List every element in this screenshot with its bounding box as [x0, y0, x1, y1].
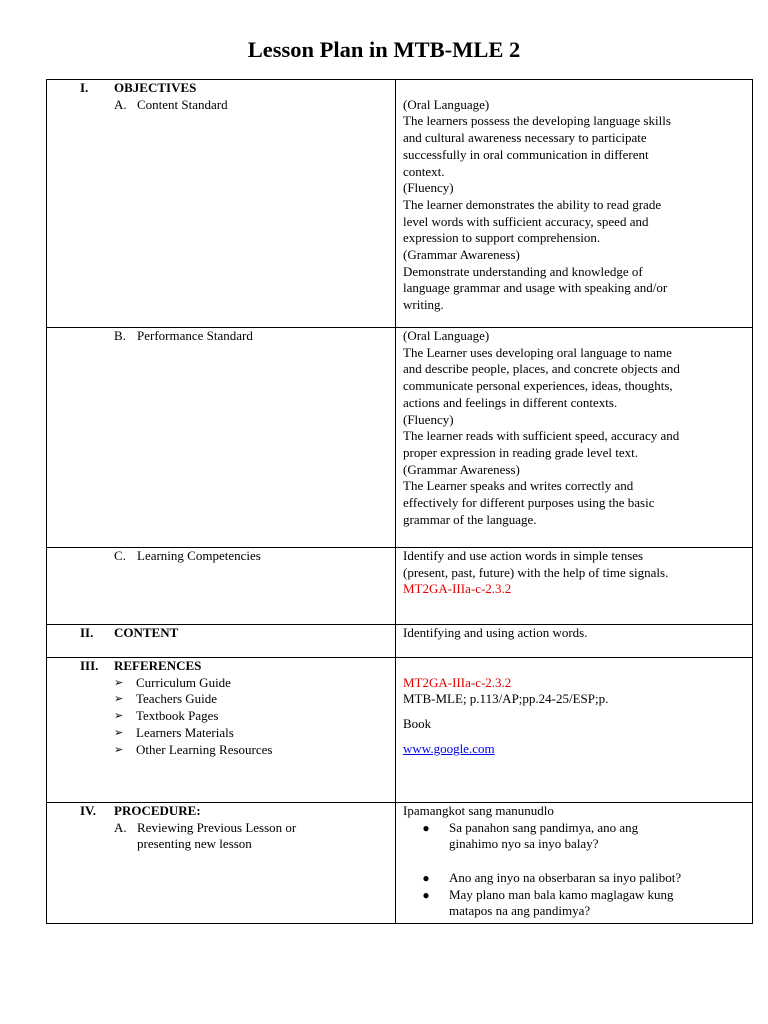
text-line: and describe people, places, and concrete objects and: [403, 361, 680, 377]
list-item: [114, 708, 395, 725]
text-line: Identify and use action words in simple tenses: [403, 548, 644, 563]
text-line: The learner demonstrates the ability to read grade: [403, 196, 662, 212]
text-line: (Oral Language): [403, 96, 490, 112]
content-value: Identifying and using action words.: [403, 625, 588, 640]
text-line: (Fluency): [403, 180, 454, 196]
cell-content-value: [396, 625, 753, 658]
text-line: (Grammar Awareness): [403, 461, 520, 477]
section-numeral: II.: [80, 625, 94, 640]
cell-objectives-label: [47, 80, 396, 328]
text-line: grammar of the language.: [403, 511, 537, 527]
cell-performance-standard-text: [396, 328, 753, 548]
row-content: [47, 625, 753, 658]
section-heading-references: REFERENCES: [114, 658, 202, 673]
text-line: (Oral Language): [403, 328, 490, 343]
text-line: context.: [403, 163, 445, 179]
page-title: Lesson Plan in MTB-MLE 2: [247, 37, 521, 62]
list-item: [403, 887, 752, 920]
cell-performance-standard-label: [47, 328, 396, 548]
row-procedure: [47, 803, 753, 924]
text-line: (Fluency): [403, 411, 454, 427]
text-line: proper expression in reading grade level text.: [403, 444, 638, 460]
reference-book: Book: [403, 716, 432, 732]
cell-procedure-values: [396, 803, 753, 924]
list-item-label: Textbook Pages: [136, 708, 219, 724]
text-line: The Learner uses developing oral language to name: [403, 344, 672, 360]
list-item: [114, 725, 395, 742]
cell-learning-competencies-label: [47, 548, 396, 625]
sub-label-learning-competencies: Learning Competencies: [137, 548, 261, 563]
row-references: [47, 658, 753, 803]
sub-letter: C.: [114, 548, 126, 563]
question-line: May plano man bala kamo maglagaw kung: [449, 886, 674, 902]
row-learning-competencies: [47, 548, 753, 625]
sub-label-line: Reviewing Previous Lesson or: [137, 819, 297, 835]
text-line: writing.: [403, 297, 444, 313]
cell-content-standard-text: [396, 80, 753, 328]
cell-content-label: [47, 625, 396, 658]
section-numeral: III.: [80, 658, 99, 673]
sub-letter: A.: [114, 96, 127, 112]
bullet-dot-icon: ●: [422, 820, 430, 835]
text-line: and cultural awareness necessary to participate: [403, 130, 647, 146]
bullet-dot-icon: ●: [422, 870, 430, 885]
text-line: effectively for different purposes using the basic: [403, 495, 655, 511]
text-line: (Grammar Awareness): [403, 247, 520, 263]
section-heading-content: CONTENT: [114, 625, 179, 640]
sub-letter: A.: [114, 819, 127, 835]
text-line: actions and feelings in different contexts.: [403, 394, 618, 410]
arrow-bullet-icon: ➢: [114, 710, 124, 723]
text-line: level words with sufficient accuracy, speed and: [403, 213, 649, 229]
text-line: (present, past, future) with the help of time signals.: [403, 564, 669, 580]
section-heading-objectives: OBJECTIVES: [114, 80, 197, 95]
list-item-label: Other Learning Resources: [136, 741, 273, 757]
arrow-bullet-icon: ➢: [114, 693, 124, 706]
procedure-intro: Ipamangkot sang manunudlo: [403, 803, 554, 818]
list-item-label: Learners Materials: [136, 724, 234, 740]
cell-learning-competencies-text: [396, 548, 753, 625]
arrow-bullet-icon: ➢: [114, 726, 124, 739]
text-line: Demonstrate understanding and knowledge of: [403, 263, 643, 279]
section-heading-procedure: PROCEDURE:: [114, 803, 201, 818]
reference-link[interactable]: www.google.com: [403, 740, 495, 756]
list-item: [114, 675, 395, 692]
bullet-dot-icon: ●: [422, 887, 430, 902]
row-content-standard: [47, 80, 753, 328]
list-item: [403, 870, 752, 887]
references-list: [114, 675, 395, 759]
text-line: communicate personal experiences, ideas, thoughts,: [403, 378, 673, 394]
text-line: The Learner speaks and writes correctly and: [403, 478, 634, 494]
list-item: [114, 742, 395, 759]
list-item: [403, 820, 752, 853]
arrow-bullet-icon: ➢: [114, 743, 124, 756]
question-line: ginahimo nyo sa inyo balay?: [449, 836, 599, 852]
question-line: matapos na ang pandimya?: [449, 903, 591, 919]
cell-references-label: [47, 658, 396, 803]
section-numeral: I.: [80, 80, 89, 95]
cell-procedure-label: [47, 803, 396, 924]
list-item: [114, 691, 395, 708]
sub-label-performance-standard: Performance Standard: [137, 328, 253, 343]
reference-code: MT2GA-IIIa-c-2.3.2: [403, 674, 512, 690]
question-line: Sa panahon sang pandimya, ano ang: [449, 819, 639, 835]
sub-letter: B.: [114, 328, 126, 343]
arrow-bullet-icon: ➢: [114, 676, 124, 689]
question-line: Ano ang inyo na obserbaran sa inyo palibot?: [449, 869, 682, 885]
text-line: language grammar and usage with speaking and/or: [403, 280, 668, 296]
content-standard-lines: [403, 97, 752, 314]
list-item-label: Teachers Guide: [136, 691, 218, 707]
list-item-label: Curriculum Guide: [136, 674, 231, 690]
reference-pages: MTB-MLE; p.113/AP;pp.24-25/ESP;p.: [403, 691, 609, 707]
sub-label-line: presenting new lesson: [137, 836, 252, 852]
text-line: The learners possess the developing language skills: [403, 113, 671, 129]
sub-label-content-standard: Content Standard: [137, 96, 228, 112]
text-line: successfully in oral communication in different: [403, 146, 649, 162]
lesson-plan-table: [46, 79, 753, 924]
competency-code: MT2GA-IIIa-c-2.3.2: [403, 581, 512, 597]
row-performance-standard: [47, 328, 753, 548]
cell-references-values: [396, 658, 753, 803]
text-line: expression to support comprehension.: [403, 230, 601, 246]
section-numeral: IV.: [80, 803, 97, 818]
questions-list: [403, 820, 752, 920]
text-line: The learner reads with sufficient speed, accuracy and: [403, 428, 680, 444]
